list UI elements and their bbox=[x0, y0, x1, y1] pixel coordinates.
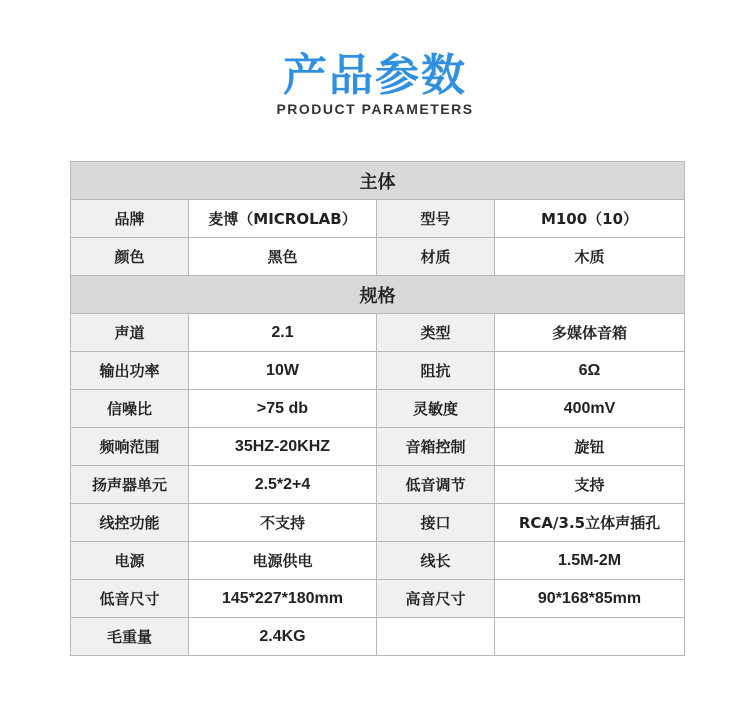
table-row bbox=[71, 466, 685, 504]
table-row bbox=[71, 390, 685, 428]
param-value: 10W bbox=[189, 352, 377, 390]
param-label: 信噪比 bbox=[71, 390, 189, 428]
page-subtitle: PRODUCT PARAMETERS bbox=[276, 101, 474, 117]
param-value: 145*227*180mm bbox=[189, 580, 377, 618]
param-label: 扬声器单元 bbox=[71, 466, 189, 504]
param-label: 灵敏度 bbox=[377, 390, 495, 428]
table-row bbox=[71, 580, 685, 618]
param-label: 电源 bbox=[71, 542, 189, 580]
param-value: 1.5M-2M bbox=[495, 542, 685, 580]
section-header-row bbox=[71, 276, 685, 314]
table-row bbox=[71, 504, 685, 542]
empty-cell bbox=[377, 618, 495, 656]
param-value: 2.1 bbox=[189, 314, 377, 352]
param-label: 型号 bbox=[377, 200, 495, 238]
page-title: 产品参数 bbox=[283, 50, 467, 101]
param-label: 频响范围 bbox=[71, 428, 189, 466]
param-label: 低音尺寸 bbox=[71, 580, 189, 618]
param-label: 线控功能 bbox=[71, 504, 189, 542]
table-row bbox=[71, 200, 685, 238]
table-row bbox=[71, 238, 685, 276]
param-value: RCA/3.5立体声插孔 bbox=[495, 504, 685, 542]
param-value: >75 db bbox=[189, 390, 377, 428]
table-row bbox=[71, 618, 685, 656]
empty-cell bbox=[495, 618, 685, 656]
table-row bbox=[71, 352, 685, 390]
table-row bbox=[71, 314, 685, 352]
parameters-table bbox=[70, 161, 685, 656]
param-label: 线长 bbox=[377, 542, 495, 580]
param-value: 2.5*2+4 bbox=[189, 466, 377, 504]
param-value: 2.4KG bbox=[189, 618, 377, 656]
param-value: 旋钮 bbox=[495, 428, 685, 466]
param-label: 材质 bbox=[377, 238, 495, 276]
param-value: 支持 bbox=[495, 466, 685, 504]
param-value: M100（10） bbox=[495, 200, 685, 238]
table-row bbox=[71, 428, 685, 466]
section-title-specs: 规格 bbox=[71, 276, 685, 314]
section-title-main: 主体 bbox=[71, 162, 685, 200]
param-value: 木质 bbox=[495, 238, 685, 276]
param-value: 6Ω bbox=[495, 352, 685, 390]
param-label: 颜色 bbox=[71, 238, 189, 276]
param-value: 多媒体音箱 bbox=[495, 314, 685, 352]
section-header-row bbox=[71, 162, 685, 200]
param-label: 阻抗 bbox=[377, 352, 495, 390]
param-value: 麦博（MICROLAB） bbox=[189, 200, 377, 238]
param-value: 黑色 bbox=[189, 238, 377, 276]
param-label: 接口 bbox=[377, 504, 495, 542]
param-value: 不支持 bbox=[189, 504, 377, 542]
param-label: 音箱控制 bbox=[377, 428, 495, 466]
param-value: 90*168*85mm bbox=[495, 580, 685, 618]
param-value: 35HZ-20KHZ bbox=[189, 428, 377, 466]
param-label: 声道 bbox=[71, 314, 189, 352]
param-value: 400mV bbox=[495, 390, 685, 428]
table-row bbox=[71, 542, 685, 580]
param-label: 类型 bbox=[377, 314, 495, 352]
param-label: 高音尺寸 bbox=[377, 580, 495, 618]
param-label: 输出功率 bbox=[71, 352, 189, 390]
param-label: 低音调节 bbox=[377, 466, 495, 504]
param-label: 毛重量 bbox=[71, 618, 189, 656]
param-value: 电源供电 bbox=[189, 542, 377, 580]
param-label: 品牌 bbox=[71, 200, 189, 238]
